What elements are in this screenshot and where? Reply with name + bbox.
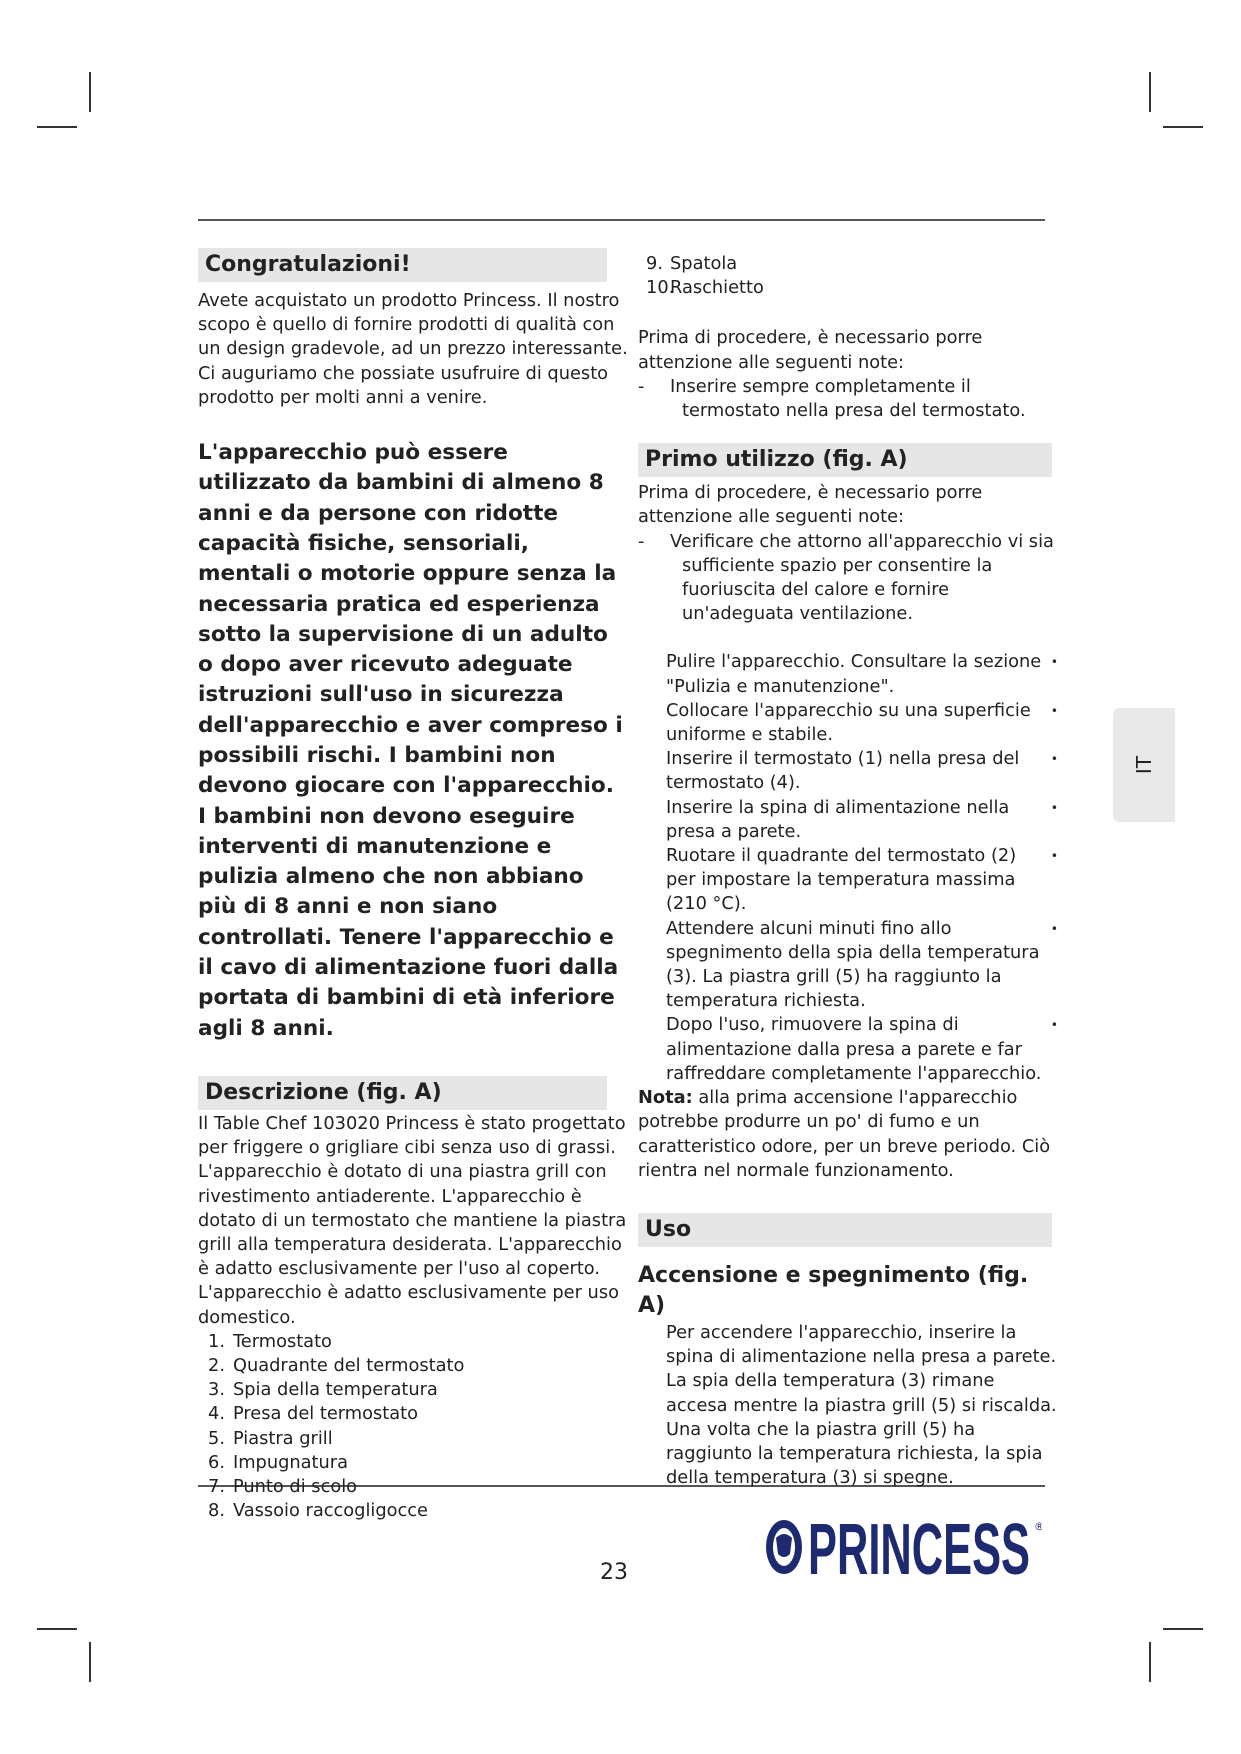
right-column [638, 252, 1058, 1490]
princess-crest-icon [762, 1508, 1042, 1586]
crop-mark [89, 72, 91, 112]
safety-warning: L'apparecchio può essere utilizzato da bambini di almeno 8 anni e da persone con ridotte capacità fisiche, sensoriali, mentali o motorie oppure senza la necessaria pratica ed esperienza sotto la supervisione di un adulto o dopo aver ricevuto adeguate istruzioni sull'uso in sicurezza dell'apparecchio e aver compreso i possibili rischi. I bambini non devono giocare con l'apparecchio. I bambini non devono eseguire interventi di manutenzione e pulizia almeno che non abbiano più di 8 anni e non siano controllati. Tenere l'apparecchio e il cavo di alimentazione fuori dalla portata di bambini di età inferiore agli 8 anni. [198, 440, 623, 1041]
left-column [198, 248, 628, 1523]
list-item: Pulire l'apparecchio. Consultare la sezione "Pulizia e manutenzione". • [666, 651, 1058, 697]
use-heading: Uso [638, 1213, 1052, 1247]
list-item: 5. Piastra grill [208, 1427, 333, 1449]
list-item: 9. Spatola [646, 253, 738, 274]
crop-mark [1163, 1628, 1203, 1630]
crop-mark [37, 126, 77, 128]
parts-list [208, 1330, 628, 1524]
first-use-steps [638, 650, 1058, 1086]
page-number: 23 [600, 1560, 628, 1585]
list-item: 6. Impugnatura [208, 1451, 348, 1473]
list-item: 7. Punto di scolo [208, 1476, 358, 1497]
crop-mark [1149, 1642, 1151, 1682]
first-use-note: - Verificare che attorno all'apparecchio vi sia sufficiente spazio per consentire la fuoriuscita del calore e fornire un'adeguata ventilazione. [638, 530, 1058, 627]
language-tab [1113, 708, 1175, 822]
use-body: Per accendere l'apparecchio, inserire la spina di alimentazione nella presa a parete. La spia della temperatura (3) rimane accesa mentre la piastra grill (5) si riscalda. Una volta che la piastra grill (5) ha raggiunto la temperatura richiesta, la spia della temperatura (3) si spegne. [666, 1321, 1057, 1489]
list-item: Inserire la spina di alimentazione nella presa a parete. • [666, 796, 1058, 842]
princess-logo [762, 1508, 1042, 1586]
list-item: 2. Quadrante del termostato [208, 1354, 465, 1376]
crop-mark [1149, 72, 1151, 112]
crop-mark [89, 1642, 91, 1682]
first-use-intro: Prima di procedere, è necessario porre attenzione alle seguenti note: [638, 482, 983, 528]
list-item: Collocare l'apparecchio su una superficie uniforme e stabile. • [666, 699, 1058, 746]
list-item: 8. Vassoio raccogligocce [208, 1500, 428, 1522]
crop-mark [1163, 126, 1203, 128]
svg-text:®: ® [1034, 1520, 1042, 1533]
note-text: alla prima accensione l'apparecchio potrebbe produrre un po' di fumo e un caratteristico odore, per un breve periodo. Ciò rientra nel normale funzionamento. [638, 1087, 1051, 1181]
language-tab-label: IT [1132, 755, 1156, 775]
list-item: 3. Spia della temperatura [208, 1379, 438, 1401]
list-item: Dopo l'uso, rimuovere la spina di alimentazione dalla presa a parete e far raffreddare completamente l'apparecchio. • [666, 1014, 1058, 1084]
congrats-body: Avete acquistato un prodotto Princess. Il nostro scopo è quello di fornire prodotti di qualità con un design gradevole, ad un prezzo interessante. Ci auguriamo che possiate usufruire di questo prodotto per molti anni a venire. [198, 290, 628, 408]
logo-text: PRINCESS [808, 1510, 1030, 1586]
list-item: 10. Raschietto [646, 277, 764, 299]
congrats-heading: Congratulazioni! [198, 248, 607, 282]
dash-bullet: - [638, 375, 645, 397]
list-item: Attendere alcuni minuti fino allo spegnimento della spia della temperatura (3). La piastra grill (5) ha raggiunto la temperatura richiesta. • [666, 917, 1058, 1012]
use-subheading: Accensione e spegnimento (fig. A) [638, 1262, 1029, 1318]
before-use-note: - Inserire sempre completamente il termostato nella presa del termostato. [638, 375, 1058, 423]
note-label: Nota: [638, 1087, 693, 1109]
list-item: 1. Termostato [208, 1330, 332, 1352]
list-item: Inserire il termostato (1) nella presa del termostato (4). • [666, 748, 1058, 794]
dash-bullet: - [638, 530, 645, 552]
top-rule [198, 219, 1045, 221]
crop-mark [37, 1628, 77, 1630]
parts-list-continued [646, 252, 1058, 300]
first-use-heading: Primo utilizzo (fig. A) [638, 443, 1052, 477]
before-use-intro: Prima di procedere, è necessario porre attenzione alle seguenti note: [638, 327, 983, 373]
first-use-note-paragraph [638, 1086, 1058, 1183]
list-item: Ruotare il quadrante del termostato (2) per impostare la temperatura massima (210 °C). • [666, 845, 1058, 915]
description-body: Il Table Chef 103020 Princess è stato progettato per friggere o grigliare cibi senza uso di grassi. L'apparecchio è dotato di una piastra grill con rivestimento antiaderente. L'apparecchio è dotato di un termostato che mantiene la piastra grill alla temperatura desiderata. L'apparecchio è adatto esclusivamente per l'uso al coperto. L'apparecchio è adatto esclusivamente per uso domestico. [198, 1112, 627, 1328]
list-item: 4. Presa del termostato [208, 1403, 418, 1425]
description-heading: Descrizione (fig. A) [198, 1076, 607, 1110]
